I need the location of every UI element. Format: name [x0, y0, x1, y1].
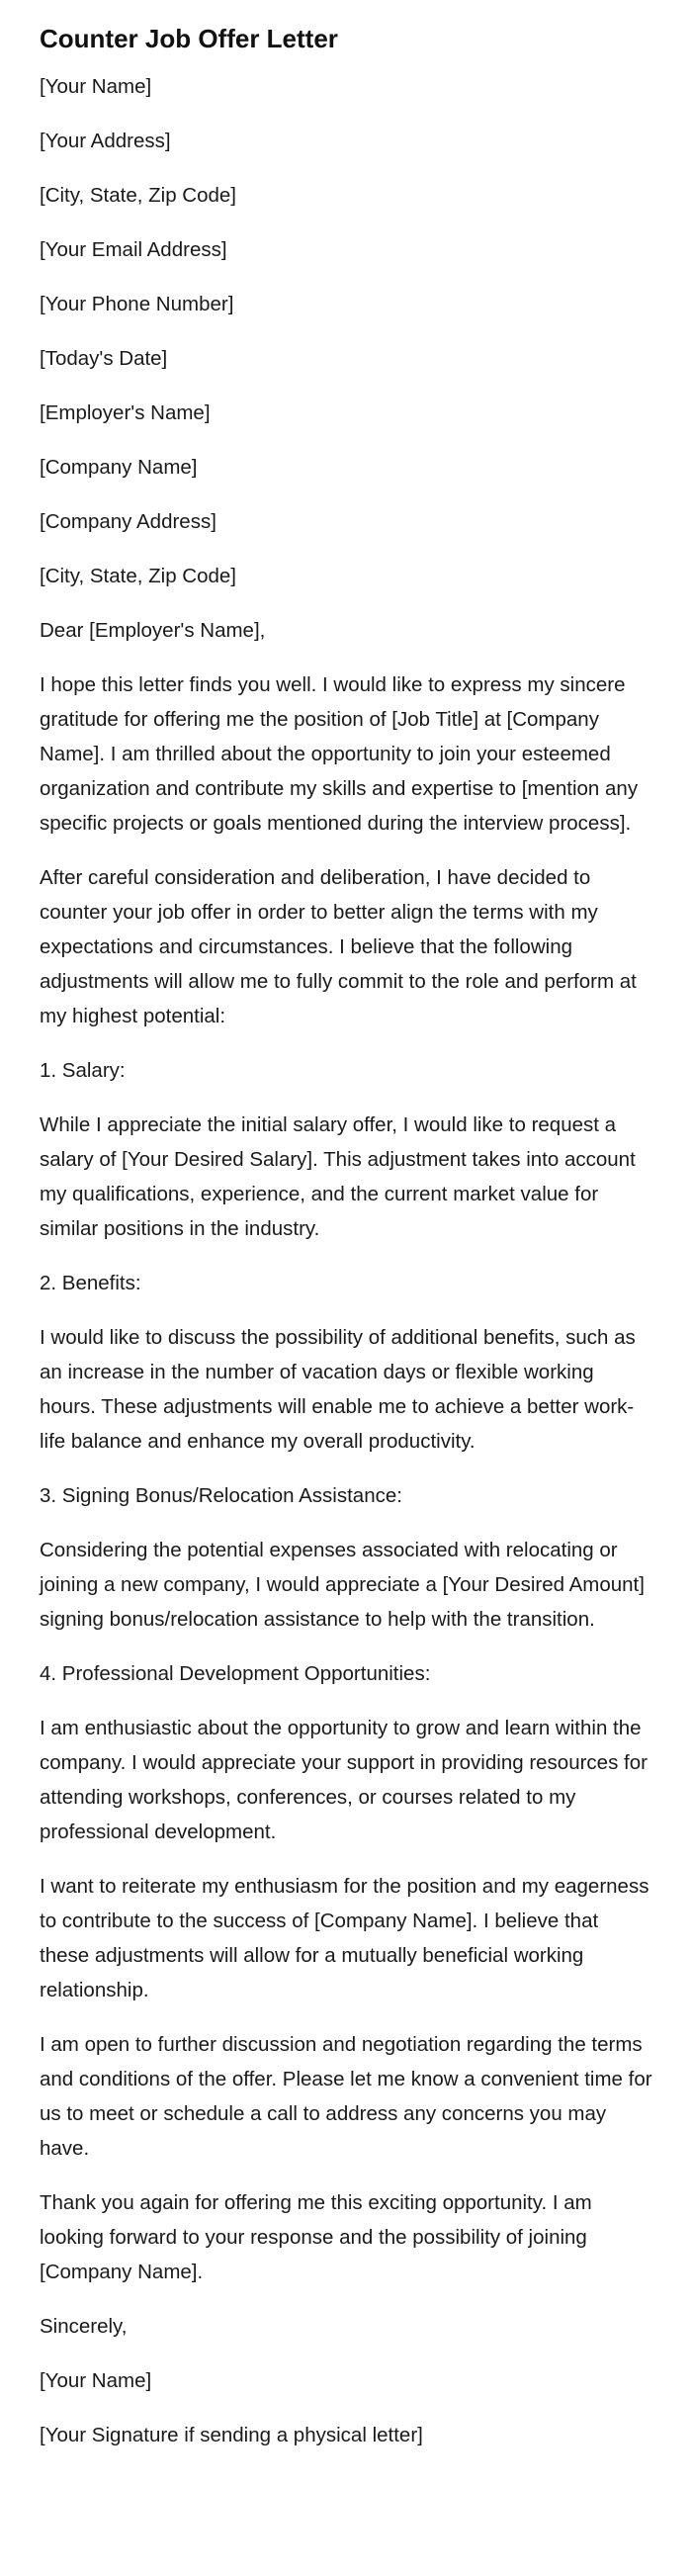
valediction: Sincerely,	[40, 2315, 128, 2338]
signature-line: [Your Signature if sending a physical letter]	[40, 2424, 423, 2446]
sender-address: [Your Address]	[40, 130, 171, 152]
closing-block	[40, 2309, 652, 2452]
item-text-professional-development: I am enthusiastic about the opportunity to grow and learn within the company. I would appreciate your support in providing resources for attending workshops, conferences, or courses related to my professional development.	[40, 1717, 648, 1843]
recipient-city-state-zip: [City, State, Zip Code]	[40, 565, 237, 587]
item-text-signing-bonus: Considering the potential expenses associated with relocating or joining a new company, I would appreciate a [Your Desired Amount] signing bonus/relocation assistance to help with the transition.	[40, 1539, 645, 1631]
item-heading-professional-development: 4. Professional Development Opportunities:	[40, 1662, 431, 1685]
item-heading-benefits: 2. Benefits:	[40, 1272, 141, 1294]
recipient-address: [Company Address]	[40, 510, 216, 533]
salutation: Dear [Employer's Name],	[40, 619, 266, 642]
item-heading-signing-bonus: 3. Signing Bonus/Relocation Assistance:	[40, 1484, 402, 1507]
reiterate-paragraph: I want to reiterate my enthusiasm for the position and my eagerness to contribute to the success of [Company Name]. I believe that these adjustments will allow for a mutually beneficial working relationship.	[40, 1875, 649, 2001]
item-text-benefits: I would like to discuss the possibility of additional benefits, such as an increase in the number of vacation days or flexible working hours. These adjustments will enable me to achieve a better work-life balance and enhance my overall productivity.	[40, 1326, 636, 1453]
sender-name: [Your Name]	[40, 75, 152, 98]
closing-name: [Your Name]	[40, 2369, 152, 2392]
sender-city-state-zip: [City, State, Zip Code]	[40, 184, 237, 207]
intro-paragraph: I hope this letter finds you well. I would like to express my sincere gratitude for offering me the position of [Job Title] at [Company Name]. I am thrilled about the opportunity to join your esteemed organization and contribute my skills and expertise to [mention any specific projects or goals mentioned during the interview process].	[40, 673, 639, 835]
recipient-company: [Company Name]	[40, 456, 198, 479]
thanks-paragraph: Thank you again for offering me this exciting opportunity. I am looking forward to your response and the possibility of joining [Company Name].	[40, 2191, 592, 2283]
item-heading-salary: 1. Salary:	[40, 1059, 126, 1082]
recipient-name: [Employer's Name]	[40, 401, 211, 424]
sender-email: [Your Email Address]	[40, 238, 227, 261]
counter-paragraph: After careful consideration and deliberation, I have decided to counter your job offer in order to better align the terms with my expectations and circumstances. I believe that the following adjustments will allow me to fully commit to the role and perform at my highest potential:	[40, 866, 637, 1027]
sender-block	[40, 69, 652, 376]
letter-date: [Today's Date]	[40, 347, 168, 370]
discussion-paragraph: I am open to further discussion and negotiation regarding the terms and conditions of the offer. Please let me know a convenient time for us to meet or schedule a call to address any concerns you may have.	[40, 2033, 652, 2160]
document-title: Counter Job Offer Letter	[40, 24, 338, 53]
recipient-block	[40, 396, 652, 593]
sender-phone: [Your Phone Number]	[40, 293, 234, 315]
item-text-salary: While I appreciate the initial salary offer, I would like to request a salary of [Your Desired Salary]. This adjustment takes into account my qualifications, experience, and the current market value for similar positions in the industry.	[40, 1113, 636, 1240]
